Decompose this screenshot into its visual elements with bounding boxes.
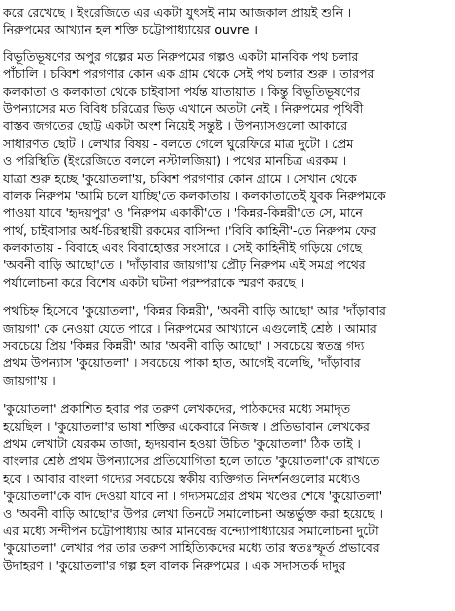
text-line: ও 'অবনী বাড়ি আছো'র উপর লেখা তিনটে সমালোচনা অন্তর্ভুক্ত করা হয়েছে । (3, 505, 383, 521)
text-line: 'কুয়োতলা'কে বাদ দেওয়া যাবে না । গদ্যসমগ্রের প্রথম খণ্ডের শেষে 'কুয়োতলা' (3, 488, 383, 504)
text-line: পার্থ, চাইবাসার অর্ধ-চিরস্থায়ী রকমের বাসিন্দা ।'বিবি কাহিনী'-তে নিরুপম ফের (3, 222, 377, 238)
text-line: সবচেয়ে প্রিয় 'কিন্নর কিন্নরী' আর 'অবনী বাড়ি আছো' । সবচেয়ে স্বতন্ত্র গদ্য (3, 338, 365, 354)
text-line: জায়গা' কে নেওয়া যেতে পারে । নিরুপমের আখ্যানে এগুলোই শ্রেষ্ঠ । আমার (3, 320, 377, 336)
text-line: উপন্যাসের মত বিবিধ চরিত্রের ভিড় এখানে অতটা নেই । নিরুপমের পৃথিবী (3, 100, 364, 116)
text-line: কলকাতায় - বিবাহে এবং বিবাহোত্তর সংসারে । সেই কাহিনীই গড়িয়ে গেছে (3, 240, 363, 256)
paragraph-4 (3, 400, 451, 574)
text-line: বিভূতিভূষণের অপুর গল্পের মত নিরুপমের গল্পও একটা মানবিক পথ চলার (3, 48, 359, 64)
text-line: প্রথম লেখাটা যেরকম তাজা, হৃদয়বান হওয়া উচিত 'কুয়োতলা' ঠিক তাই । (3, 435, 361, 451)
text-line: বাংলার শ্রেষ্ঠ প্রথম উপন্যাসের প্রতিযোগিতা হলে তাতে 'কুয়োতলা'কে রাখতে (3, 453, 380, 469)
text-line: প্রথম উপন্যাস 'কুয়োতলা' । সবচেয়ে পাকা হাত, আগেই বলেছি, 'দাঁড়াবার (3, 355, 361, 371)
text-line: পথচিহ্ন হিসেবে 'কুয়োতলা', 'কিন্নর কিন্নরী', 'অবনী বাড়ি আছো' আর 'দাঁড়াবার (3, 303, 386, 319)
text-line: ও পরিস্থিতি (ইংরেজিতে বললে নস্টালজিয়া) । পথের মানচিত্র এরকম । (3, 153, 346, 169)
text-line: করে রেখেছে । ইংরেজিতে এর একটা যুৎসই নাম আজকাল প্রায়ই শুনি । (3, 5, 352, 20)
text-line: যাত্রা শুরু হচ্ছে 'কুয়োতলা'য়, চব্বিশ পরগণার কোন গ্রামে । সেখান থেকে (3, 170, 357, 186)
text-line: হবে । আবার বাংলা গদ্যের সবচেয়ে স্বকীয় ব্যক্তিগত নিদর্শনগুলোর মধ্যেও (3, 470, 361, 486)
text-line: এর মধ্যে সন্দীপন চট্টোপাধ্যায় আর মানবেন্দ্র বন্দ্যোপাধ্যায়ের সমালোচনা দুটো (3, 522, 379, 538)
paragraph-2 (3, 48, 451, 291)
text-line: 'কুয়োতলা' লেখার পর তার তরুণ সাহিত্যিকদের মধ্যে তার স্বতঃস্ফূর্ত প্রভাবের (3, 540, 380, 556)
text-line: নিরুপমের আখ্যান হল শক্তি চট্টোপাধ্যায়ের ouvre । (3, 22, 258, 38)
text-line: বাস্তব জগতের ছোট্ট একটা অংশ নিয়েই সন্তুষ্ট । উপন্যাসগুলো আকারে (3, 118, 347, 134)
text-line: পাওয়া যাবে 'হৃদয়পুর' ও 'নিরুপম একাকী'তে । 'কিন্নর-কিন্নরী'তে সে, মানে (3, 205, 363, 221)
text-line: পাঁচালি । চব্বিশ পরগণার কোন এক গ্রাম থেকে সেই পথ চলার শুরু । তারপর (3, 66, 375, 82)
text-line: 'কুয়োতলা' প্রকাশিত হবার পর তরুণ লেখকদের, পাঠকদের মধ্যে সমাদৃত (3, 401, 351, 417)
text-line: উদাহরণ । 'কুয়োতলা'র গল্প হল বালক নিরুপমের । এক সদাসতর্ক দাদুর (3, 557, 346, 573)
text-line: পর্যালোচনা করে বিশেষ একটা ঘটনা পরম্পরাকে স্মরণ করছে । (3, 274, 305, 290)
text-line: সাধারণত ছোট । লেখার বিষয় - বলতে গেলে ঘুরেফিরে মাত্র দুটো । প্রেম (3, 135, 354, 151)
paragraph-1 (3, 4, 451, 39)
text-line: কলকাতা ও কলকাতা থেকে চাইবাসা পর্যন্ত যাতায়াত । কিন্তু বিভূতিভূষণের (3, 83, 361, 99)
text-line: জায়গা'য় । (3, 372, 56, 388)
text-line: হয়েছিল । 'কুয়োতলা'র ভাষা শক্তির একেবারে নিজস্ব । প্রতিভাবান লেখকের (3, 418, 370, 434)
text-line: 'অবনী বাড়ি আছো'তে । 'দাঁড়াবার জায়গা'য় প্রৌঢ় নিরুপম এই সমগ্র পথের (3, 257, 366, 273)
text-line: বালক নিরুপম 'আমি চলে যাচ্ছি'তে কলকাতায় । কলকাতাতেই যুবক নিরুপমকে (3, 187, 386, 203)
paragraph-3 (3, 302, 451, 389)
